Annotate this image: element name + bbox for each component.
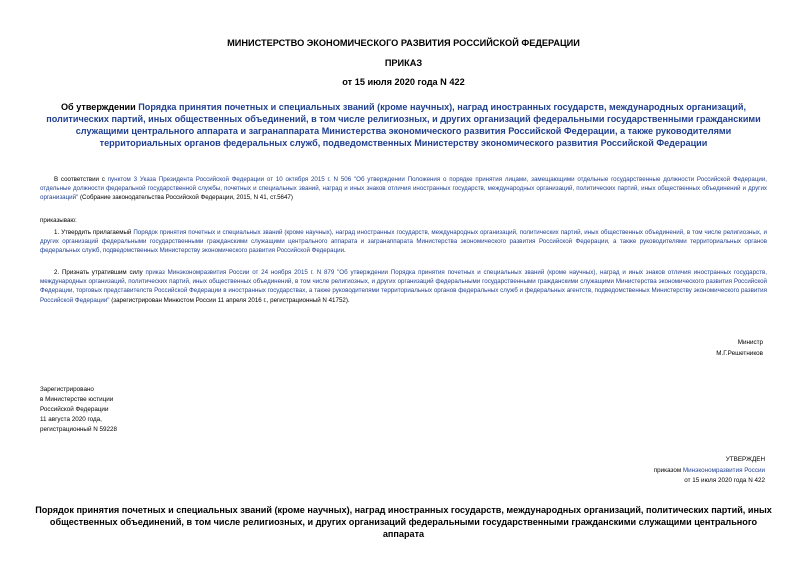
- signer-name: М.Г.Решетников: [716, 349, 763, 357]
- signature-block: [716, 338, 763, 359]
- p2-suffix: .: [344, 247, 346, 255]
- registration-line: Российской Федерации: [40, 406, 109, 413]
- approval-order: [654, 466, 765, 477]
- ministry-link[interactable]: Минэкономразвития России: [682, 466, 765, 474]
- p1-prefix: В соответствии с: [54, 176, 108, 183]
- approval-prefix: приказом: [653, 466, 683, 474]
- title-prefix: Об утверждении: [60, 102, 139, 112]
- procedure-link[interactable]: Порядок принятия почетных и специальных званий (кроме научных), наград иностранных государств, международных организаций, политических партий, иных общественных объединений, в том числе религиозных, и других организаций федеральными государственными гражданскими служащими центрального аппарата и загранаппарата Министерства экономического развития Российской Федерации, а также руководителями территориальных органов федеральных служб, подведомственных Министерству экономического развития Российской Федерации: [40, 229, 767, 255]
- signer-position: Министр: [737, 339, 763, 346]
- title-link[interactable]: Порядка принятия почетных и специальных званий (кроме научных), наград иностранных государств, международных организаций, политических партий, иных общественных объединений, в том числе религиозных, и других организаций федеральными государственными гражданскими служащими центрального аппарата и загранаппарата Министерства экономического развития Российской Федерации, а также руководителями территориальных органов федеральных служб, подведомственных Министерству экономического развития Российской Федерации: [46, 102, 761, 148]
- orders-word: приказываю:: [40, 217, 77, 224]
- approval-date: от 15 июля 2020 года N 422: [684, 477, 765, 484]
- ministry-heading: МИНИСТЕРСТВО ЭКОНОМИЧЕСКОГО РАЗВИТИЯ РОССИЙСКОЙ ФЕДЕРАЦИИ: [227, 38, 580, 48]
- approval-title: УТВЕРЖДЕН: [725, 456, 765, 463]
- registration-line: 11 августа 2020 года,: [40, 416, 102, 423]
- p2-prefix: 1. Утвердить прилагаемый: [54, 229, 134, 236]
- registration-line: Зарегистрировано: [40, 386, 94, 393]
- decree-link[interactable]: пунктом 3 Указа Президента Российской Федерации от 10 октября 2015 г. N 506 "Об утверждении Положения о порядке принятия лицами, замещающими отдельные государственные должности Российской Федерации, отдельные должности федеральной государственной службы, почетных и специальных званий, наград и иных знаков отличия иностранных государств, международных организаций, политических партий, иных общественных объединений и других организаций": [40, 176, 767, 202]
- registration-block: [40, 385, 117, 435]
- approval-block: [654, 455, 765, 487]
- document-type: ПРИКАЗ: [384, 58, 423, 68]
- p1-suffix: (Собрание законодательства Российской Федерации, 2015, N 41, ст.5647): [78, 194, 293, 202]
- repealed-order-link[interactable]: приказ Минэкономразвития России от 24 ноября 2015 г. N 879 "Об утверждении Порядка принятия почетных и специальных званий (кроме научных), наград и иных знаков отличия иностранных государств, международных организаций, политических партий, иных общественных объединений, в том числе религиозных, и других организаций федеральными государственными гражданскими служащими Министерства экономического развития Российской Федерации, торговых представителств Российской Федерации в иностранных государствах, а также руководителями территориальных органов федеральных служб и федеральных агентств, подведомственных Министерству экономического развития Российской Федерации": [40, 269, 767, 304]
- order-date-number: от 15 июля 2020 года N 422: [342, 77, 465, 87]
- p3-suffix: (зарегистрирован Минюстом России 11 апреля 2016 г., регистрационный N 41752).: [109, 296, 350, 304]
- item-2-paragraph: [40, 268, 767, 305]
- registration-line: в Министерстве юстиции: [40, 396, 114, 403]
- p3-prefix: 2. Признать утратившим силу: [54, 269, 146, 276]
- order-title: [34, 101, 773, 149]
- preamble-paragraph: [40, 175, 767, 203]
- item-1-paragraph: [40, 228, 767, 256]
- procedure-title: Порядок принятия почетных и специальных званий (кроме научных), наград иностранных государств, международных организаций, политических партий, иных общественных объединений, в том числе религиозных, и других организаций федеральными государственными гражданскими служащими центрального аппарата: [35, 505, 772, 539]
- registration-line: регистрационный N 59228: [40, 426, 118, 433]
